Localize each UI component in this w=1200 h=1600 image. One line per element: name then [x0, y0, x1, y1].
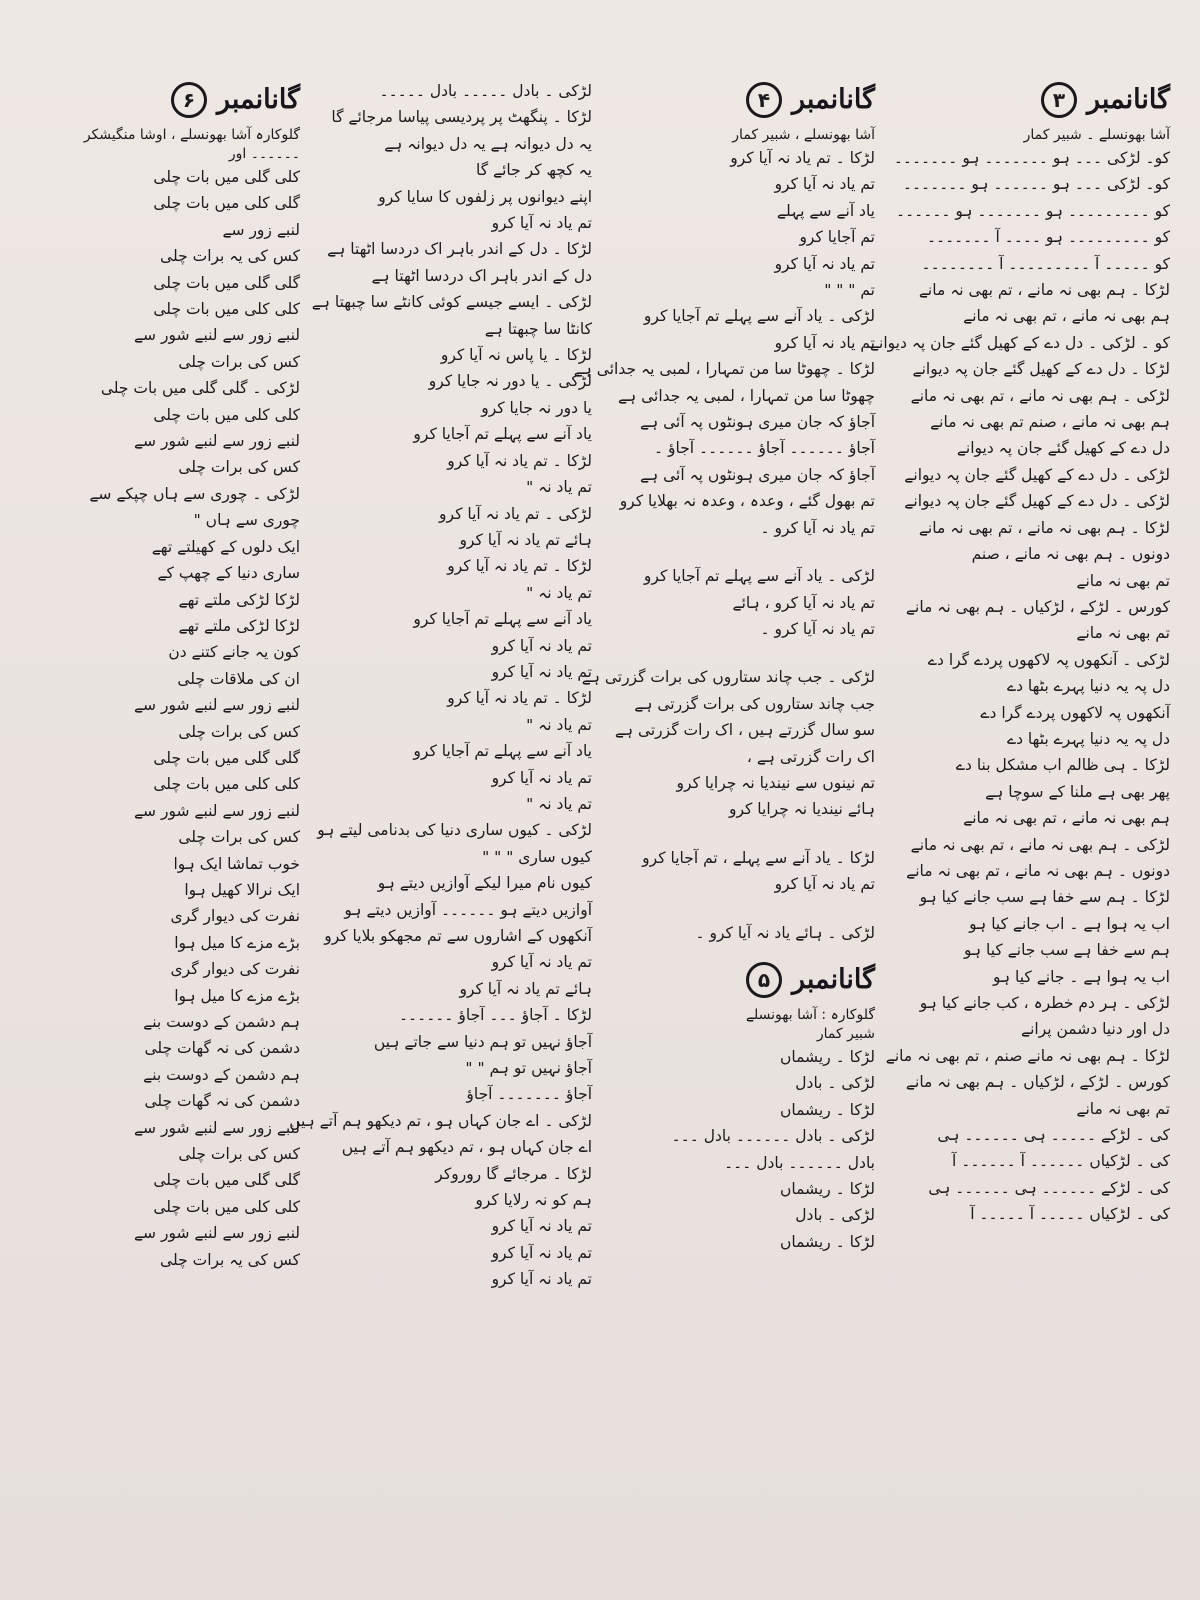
song-4-lyrics [573, 145, 875, 946]
song-6-column [5, 78, 300, 1273]
lyric-line: تم یاد نہ " [526, 794, 592, 813]
lyric-line: لڑکی ۔ دل دے کے کھیل گئے جان پہ دیوانے [904, 492, 1170, 511]
song-4-title: گانانمبر [792, 83, 875, 115]
lyric-line: ہائے تم یاد نہ آیا کرو [459, 979, 592, 998]
song-6-number-circle: ۶ [171, 82, 207, 118]
lyric-line: دل پہ یہ دنیا پہرے بٹھا دے [1006, 729, 1170, 748]
lyric-line: لڑکی ۔ بادل ۔۔۔۔۔ بادل ۔۔۔۔۔ [379, 82, 592, 100]
lyric-line: لڑکا ۔ ریشماں [779, 1100, 875, 1119]
lyric-line: کس کی برات چلی [178, 722, 300, 741]
credit-line: آشا بھونسلے ۔ شبیر کمار [1023, 127, 1170, 143]
lyric-line: کلی کلی میں بات چلی [153, 405, 300, 424]
lyric-line: تم " " " [824, 281, 875, 300]
song-5-continued-lyrics [287, 78, 592, 1293]
lyric-line: کی ۔ لڑکیاں ۔۔۔۔۔۔ آ ۔۔۔۔۔۔ آ [952, 1152, 1170, 1171]
lyric-line: لڑکی ۔ یاد آنے سے پہلے تم آجایا کرو [643, 567, 875, 586]
lyric-line: لڑکا ۔ آجاؤ ۔۔۔ آجاؤ ۔۔۔۔۔۔ [398, 1006, 592, 1025]
lyric-line: لڑکی ۔ گلی گلی میں بات چلی [100, 379, 300, 398]
lyric-line: لڑکی ۔ بادل [795, 1074, 875, 1093]
lyric-line: لڑکا ۔ دل کے اندر باہر اک دردسا اٹھتا ہے [327, 240, 592, 259]
lyric-line: تم یاد نہ آیا کرو ۔ [760, 518, 875, 537]
lyric-line: کو۔ لڑکی ۔۔۔ ہو ۔۔۔۔۔۔ ہو ۔۔۔۔۔۔۔ [902, 175, 1170, 194]
lyric-line: لڑکا لڑکی ملتے تھے [178, 590, 300, 609]
lyric-line: کی ۔ لڑکیاں ۔۔۔۔۔ آ ۔۔۔۔۔ آ [970, 1205, 1170, 1224]
song-5-continued-column [287, 78, 592, 1293]
lyric-line: پھر بھی ہے ملنا کے سوچا ہے [985, 782, 1170, 801]
song-5-heading [600, 958, 875, 1002]
credit-line: گلوکارہ آشا بھونسلے ، اوشا منگیشکر [83, 127, 300, 143]
lyric-line: لڑکی ۔ ہم بھی نہ مانے ، تم بھی نہ مانے [910, 835, 1170, 854]
song-6-title: گانانمبر [217, 83, 300, 115]
lyric-line: اے جان کہاں ہو ، تم دیکھو ہم آتے ہیں [341, 1138, 592, 1157]
lyric-line: تم یاد نہ آیا کرو [491, 1217, 592, 1236]
lyric-line: ان کی ملاقات چلی [177, 669, 300, 688]
lyric-line: کو ۔۔۔۔۔ آ ۔۔۔۔۔۔۔۔۔ آ ۔۔۔۔۔۔۔۔ [921, 254, 1170, 273]
lyric-line: تم یاد نہ آیا کرو [491, 636, 592, 655]
lyric-line: لڑکی ۔ یاد آنے سے پہلے تم آجایا کرو [643, 307, 875, 326]
song-5-block [600, 958, 875, 1255]
lyric-line: گلی گلی میں بات چلی [153, 273, 300, 292]
lyric-line: ہم بھی نہ مانے ، صنم تم بھی نہ مانے [930, 413, 1170, 432]
song-6-credits [5, 126, 300, 164]
lyric-line: لڑکا ۔ پنگھٹ پر پردیسی پیاسا مرجائے گا [331, 108, 592, 127]
lyric-line: تم یاد نہ آیا کرو ۔ [760, 619, 875, 638]
lyric-line: لڑکا ۔ تم یاد نہ آیا کرو [447, 451, 592, 470]
lyric-line: لڑکی ۔ جب چاند ستاروں کی برات گزرتی ہے [581, 668, 875, 687]
lyric-line: تم یاد نہ " [526, 715, 592, 734]
lyric-line: لڑکا لڑکی ملتے تھے [178, 616, 300, 635]
song-3-number-circle: ۳ [1041, 82, 1077, 118]
lyric-line: لڑکا ۔ ہم بھی نہ مانے ، تم بھی نہ مانے [918, 518, 1170, 537]
lyric-line: کس کی برات چلی [178, 828, 300, 847]
lyric-line: تم یاد نہ آیا کرو [774, 875, 875, 894]
lyric-line: لنبے زور سے لنبے شور سے [133, 1224, 300, 1243]
lyric-line: آجاؤ ۔۔۔۔۔۔ آجاؤ ۔۔۔۔۔۔ آجاؤ ۔ [654, 439, 875, 458]
lyric-line: لنبے زور سے لنبے شور سے [133, 801, 300, 820]
song-3-credits [900, 126, 1170, 145]
lyric-line [600, 823, 875, 845]
lyric-line: یا دور نہ جایا کرو [481, 398, 592, 417]
lyric-line: تم یاد نہ آیا کرو [774, 333, 875, 352]
song-3-title: گانانمبر [1087, 83, 1170, 115]
lyric-line: تم نینوں سے نیندیا نہ چرایا کرو [676, 773, 875, 792]
lyric-line: بڑے مزے کا میل ہوا [174, 933, 300, 952]
lyric-line: لڑکا ۔ ہی ظالم اب مشکل بنا دے [955, 756, 1170, 775]
lyric-line: اب یہ ہوا ہے ۔ جانے کیا ہو [993, 967, 1170, 986]
song-4-heading [600, 78, 875, 122]
lyric-line: لنبے زور سے لنبے شور سے [133, 696, 300, 715]
lyric-line: کلی کلی میں بات چلی [153, 300, 300, 319]
lyric-line: تم یاد نہ آیا کرو [491, 662, 592, 681]
lyric-line: تم بھول گئے ، وعدہ ، وعدہ نہ بھلایا کرو [619, 492, 875, 511]
lyric-line: لڑکی ۔ اے جان کہاں ہو ، تم دیکھو ہم آتے ہیں [289, 1111, 592, 1130]
lyric-line: تم یاد نہ آیا کرو [491, 768, 592, 787]
song-5-number-circle: ۵ [746, 962, 782, 998]
lyric-line: کلی گلی میں بات چلی [153, 168, 300, 186]
lyric-line: آوازیں دیتے ہو ۔۔۔۔۔۔ آوازیں دیتے ہو [344, 900, 592, 919]
lyric-line: ہم دشمن کے دوست بنے [143, 1065, 300, 1084]
lyric-line: لڑکی ۔ یا دور نہ جایا کرو [428, 372, 592, 391]
lyric-line: سو سال گزرتے ہیں ، اک رات گزرتی ہے [614, 721, 875, 740]
song-6-lyrics [5, 164, 300, 1273]
lyric-line: آجاؤ کہ جان میری ہونٹوں پہ آئی ہے [640, 465, 875, 484]
lyric-line: لنبے زور سے لنبے شور سے [133, 1118, 300, 1137]
song-5-lyrics [600, 1044, 875, 1255]
lyric-line: کس کی برات چلی [178, 352, 300, 371]
lyric-line: لڑکی ۔ بادل ۔۔۔۔۔۔ بادل ۔۔۔ [671, 1127, 875, 1146]
lyric-line: لڑکا ۔ مرجائے گا روروکر [435, 1164, 592, 1183]
lyric-line: کی ۔ لڑکے ۔۔۔۔۔۔ ہی ۔۔۔۔۔۔ ہی [928, 1178, 1170, 1197]
credit-line: گلوکارہ : آشا بھونسلے [745, 1006, 875, 1023]
lyric-line: لڑکی ۔ آنکھوں پہ لاکھوں پردے گرا دے [927, 650, 1170, 669]
lyric-line: لڑکا ۔ ریشماں [779, 1047, 875, 1066]
lyric-line: لڑکی ۔ دل دے کے کھیل گئے جان پہ دیوانے [904, 465, 1170, 484]
lyric-line: دل پہ یہ دنیا پہرے بٹھا دے [1006, 677, 1170, 696]
lyric-line: دل کے اندر باہر اک دردسا اٹھتا ہے [371, 266, 592, 285]
lyric-line: نفرت کی دیوار گری [170, 907, 300, 926]
lyric-line: کلی کلی میں بات چلی [153, 1197, 300, 1216]
lyric-line: گلی کلی میں بات چلی [153, 194, 300, 213]
lyric-line: لڑکا ۔ یاد آنے سے پہلے ، تم آجایا کرو [642, 848, 875, 867]
lyric-line: تم یاد نہ آیا کرو [774, 254, 875, 273]
song-4-credits [600, 126, 875, 145]
lyric-line: تم یاد نہ " [526, 478, 592, 497]
lyric-line: دشمن کی نہ گھات چلی [144, 1039, 300, 1058]
lyric-line: ہم بھی نہ مانے ، تم بھی نہ مانے [963, 809, 1170, 828]
lyric-line: لڑکا ۔ چھوٹا سا من تمہارا ، لمبی یہ جدائی ہے [573, 360, 875, 379]
lyric-line: ایک دلوں کے کھیلتے تھے [151, 537, 300, 556]
lyric-line: آنکھوں کے اشاروں سے تم مجھکو بلایا کرو [324, 927, 592, 945]
lyric-line: تم یاد نہ آیا کرو [491, 1243, 592, 1262]
lyric-line: آجاؤ ۔۔۔۔۔۔۔ آجاؤ [466, 1085, 592, 1104]
lyric-line: کورس ۔ لڑکے ، لڑکیاں ۔ ہم بھی نہ مانے [905, 597, 1170, 616]
lyric-line: لڑکا ۔ ریشماں [779, 1180, 875, 1198]
song-6-heading [5, 78, 300, 122]
lyric-line: لڑکا ۔ ریشماں [779, 1232, 875, 1251]
lyric-line: تم بھی نہ مانے [1076, 1099, 1170, 1118]
lyric-line: تم یاد نہ آیا کرو [491, 214, 592, 233]
lyric-line: ہم بھی نہ مانے ، تم بھی نہ مانے [963, 307, 1170, 326]
song-4-number-circle: ۴ [746, 82, 782, 118]
lyric-line: یاد آنے سے پہلے [776, 201, 875, 220]
lyric-line: کی ۔ لڑکے ۔۔۔۔۔ ہی ۔۔۔۔۔۔ ہی [937, 1126, 1170, 1145]
lyric-line: بڑے مزے کا میل ہوا [174, 986, 300, 1005]
lyric-line: لڑکا ۔ ہم بھی نہ مانے ، تم بھی نہ مانے [918, 281, 1170, 300]
lyric-line: چھوٹا سا من تمہارا ، لمبی یہ جدائی ہے [618, 386, 875, 405]
lyric-line: لڑکا ۔ دل دے کے کھیل گئے جان پہ دیوانے [912, 360, 1170, 379]
lyric-line: آنکھوں پہ لاکھوں پردے گرا دے [980, 703, 1170, 722]
lyric-line: کس کی برات چلی [178, 458, 300, 477]
lyric-line: یاد آنے سے پہلے تم آجایا کرو [413, 742, 592, 761]
lyric-line: لڑکی ۔ ہر دم خطرہ ، کب جانے کیا ہو [919, 994, 1170, 1012]
lyric-line: لڑکی ۔ ہائے یاد نہ آیا کرو ۔ [695, 923, 875, 942]
lyric-line: ہم سے خفا ہے سب جانے کیا ہو [963, 941, 1170, 960]
lyric-line: ہائے تم یاد نہ آیا کرو [459, 530, 592, 549]
lyric-line: کورس ۔ لڑکے ، لڑکیاں ۔ ہم بھی نہ مانے [905, 1073, 1170, 1092]
lyric-line: گلی گلی میں بات چلی [153, 1171, 300, 1190]
lyric-line: لنبے زور سے لنبے شور سے [133, 432, 300, 451]
lyric-line: ہم دشمن کے دوست بنے [143, 1013, 300, 1031]
lyric-line: ہائے نیندیا نہ چرایا کرو [728, 800, 875, 819]
lyric-line: لڑکی ۔ تم یاد نہ آیا کرو [439, 504, 592, 523]
lyric-line: لنبے زور سے لنبے شور سے [133, 326, 300, 345]
lyric-line: آجاؤ نہیں تو ہم " " [465, 1059, 592, 1078]
lyric-line: کو ۔۔۔۔۔۔۔۔۔ ہو ۔۔۔۔۔۔۔ ہو ۔۔۔۔۔۔ [895, 201, 1170, 220]
credit-line: ۔۔۔۔۔۔ اور [228, 146, 300, 162]
lyric-line [600, 541, 875, 563]
lyric-line: نفرت کی دیوار گری [170, 960, 300, 979]
lyric-line: لڑکی ۔ کیوں ساری دنیا کی بدنامی لیتے ہو [317, 821, 592, 840]
lyric-line: اب یہ ہوا ہے ۔ اب جانے کیا ہو [969, 914, 1170, 933]
lyric-line: کیوں نام میرا لیکے آوازیں دیتے ہو [377, 874, 592, 893]
lyric-line: کیوں ساری " " " [482, 847, 592, 866]
lyric-line: جب چاند ستاروں کی برات گزرتی ہے [634, 694, 875, 713]
lyric-line: آجاؤ کہ جان میری ہونٹوں پہ آئی ہے [640, 413, 875, 432]
lyric-line: دل دے کے کھیل گئے جان پہ دیوانے [956, 439, 1170, 458]
song-3-lyrics [869, 145, 1170, 1228]
lyric-line: لڑکا ۔ ہم سے خفا ہے سب جانے کیا ہو [919, 888, 1170, 907]
lyric-line: تم یاد نہ آیا کرو [774, 175, 875, 194]
credit-line: شبیر کمار [816, 1025, 875, 1042]
song-3-column [869, 78, 1170, 1228]
lyric-line: لڑکی ۔ بادل [795, 1206, 875, 1225]
lyric-line: دشمن کی نہ گھات چلی [144, 1092, 300, 1111]
lyric-line: لڑکی ۔ چوری سے ہاں چپکے سے [89, 484, 300, 503]
lyric-line: اپنے دیوانوں پر زلفوں کا سایا کرو [378, 187, 592, 206]
lyric-line: تم یاد نہ آیا کرو ، ہائے [732, 593, 875, 612]
song-4-column [573, 78, 875, 1255]
lyric-line: لڑکا ۔ تم یاد نہ آیا کرو [447, 557, 592, 576]
song-5-title: گانانمبر [792, 963, 875, 995]
lyric-line: ایک نرالا کھیل ہوا [184, 880, 300, 899]
lyric-line: دل اور دنیا دشمن پرانے [1021, 1020, 1170, 1039]
lyric-line: چوری سے ہاں " [193, 511, 300, 530]
lyric-line: تم یاد نہ آیا کرو [491, 953, 592, 972]
lyric-line: تم بھی نہ مانے [1076, 571, 1170, 590]
lyric-line: کس کی برات چلی [178, 1145, 300, 1164]
lyric-line: لنبے زور سے [222, 220, 300, 239]
lyric-line: کس کی یہ برات چلی [160, 247, 300, 266]
lyric-line: یہ کچھ کر جائے گا [475, 161, 592, 180]
lyric-line: کو ۔۔۔۔۔۔۔۔۔ ہو ۔۔۔۔ آ ۔۔۔۔۔۔۔ [926, 228, 1170, 247]
lyric-line: اک رات گزرتی ہے ، [746, 747, 875, 766]
lyric-line: کانٹا سا چبھتا ہے [484, 319, 592, 338]
lyric-line: لڑکا ۔ ہم بھی نہ مانے صنم ، تم بھی نہ مانے [885, 1046, 1170, 1065]
credit-line: آشا بھونسلے ، شبیر کمار [732, 127, 875, 143]
song-5-credits [600, 1006, 875, 1044]
lyric-line: کلی کلی میں بات چلی [153, 775, 300, 794]
lyric-line [600, 898, 875, 920]
lyric-line: دونوں ۔ ہم بھی نہ مانے ، تم بھی نہ مانے [906, 861, 1170, 880]
lyric-line: کس کی یہ برات چلی [160, 1250, 300, 1269]
lyric-line: تم آجایا کرو [799, 228, 875, 247]
lyric-line: یاد آنے سے پہلے تم آجایا کرو [413, 610, 592, 629]
lyric-line: لڑکا ۔ یا پاس نہ آیا کرو [440, 346, 592, 365]
lyric-line [600, 642, 875, 664]
song-3-heading [900, 78, 1170, 122]
lyric-line: لڑکی ۔ ہم بھی نہ مانے ، تم بھی نہ مانے [910, 386, 1170, 405]
lyric-line: ہم کو نہ رلایا کرو [475, 1191, 592, 1210]
lyric-line: لڑکا ۔ تم یاد نہ آیا کرو [447, 689, 592, 708]
lyric-line: لڑکی ۔ ایسے جیسے کوئی کانٹے سا چبھتا ہے [311, 293, 592, 312]
lyric-line: دونوں ۔ ہم بھی نہ مانے ، صنم [971, 545, 1170, 564]
lyric-line: آجاؤ نہیں تو ہم دنیا سے جاتے ہیں [373, 1032, 592, 1051]
lyric-line: کون یہ جانے کتنے دن [168, 643, 300, 662]
lyric-line: تم بھی نہ مانے [1076, 624, 1170, 643]
lyric-line: کو ۔ لڑکی ۔ دل دے کے کھیل گئے جان پہ دیوانے [869, 333, 1170, 352]
lyric-line: یاد آنے سے پہلے تم آجایا کرو [413, 425, 592, 444]
lyric-line: تم یاد نہ آیا کرو [491, 1270, 592, 1289]
lyric-line: تم یاد نہ " [526, 583, 592, 602]
lyric-line: یہ دل دیوانہ ہے یہ دل دیوانہ ہے [384, 134, 592, 153]
lyric-line: ساری دنیا کے چھپ کے [157, 564, 300, 583]
lyric-line: گلی گلی میں بات چلی [153, 748, 300, 767]
lyric-line: خوب تماشا ایک ہوا [173, 854, 300, 873]
lyric-line: کو۔ لڑکی ۔۔۔ ہو ۔۔۔۔۔۔۔ ہو ۔۔۔۔۔۔۔ [893, 149, 1170, 167]
lyric-line: بادل ۔۔۔۔۔۔ بادل ۔۔۔ [724, 1153, 875, 1172]
lyric-line: لڑکا ۔ تم یاد نہ آیا کرو [730, 149, 875, 167]
